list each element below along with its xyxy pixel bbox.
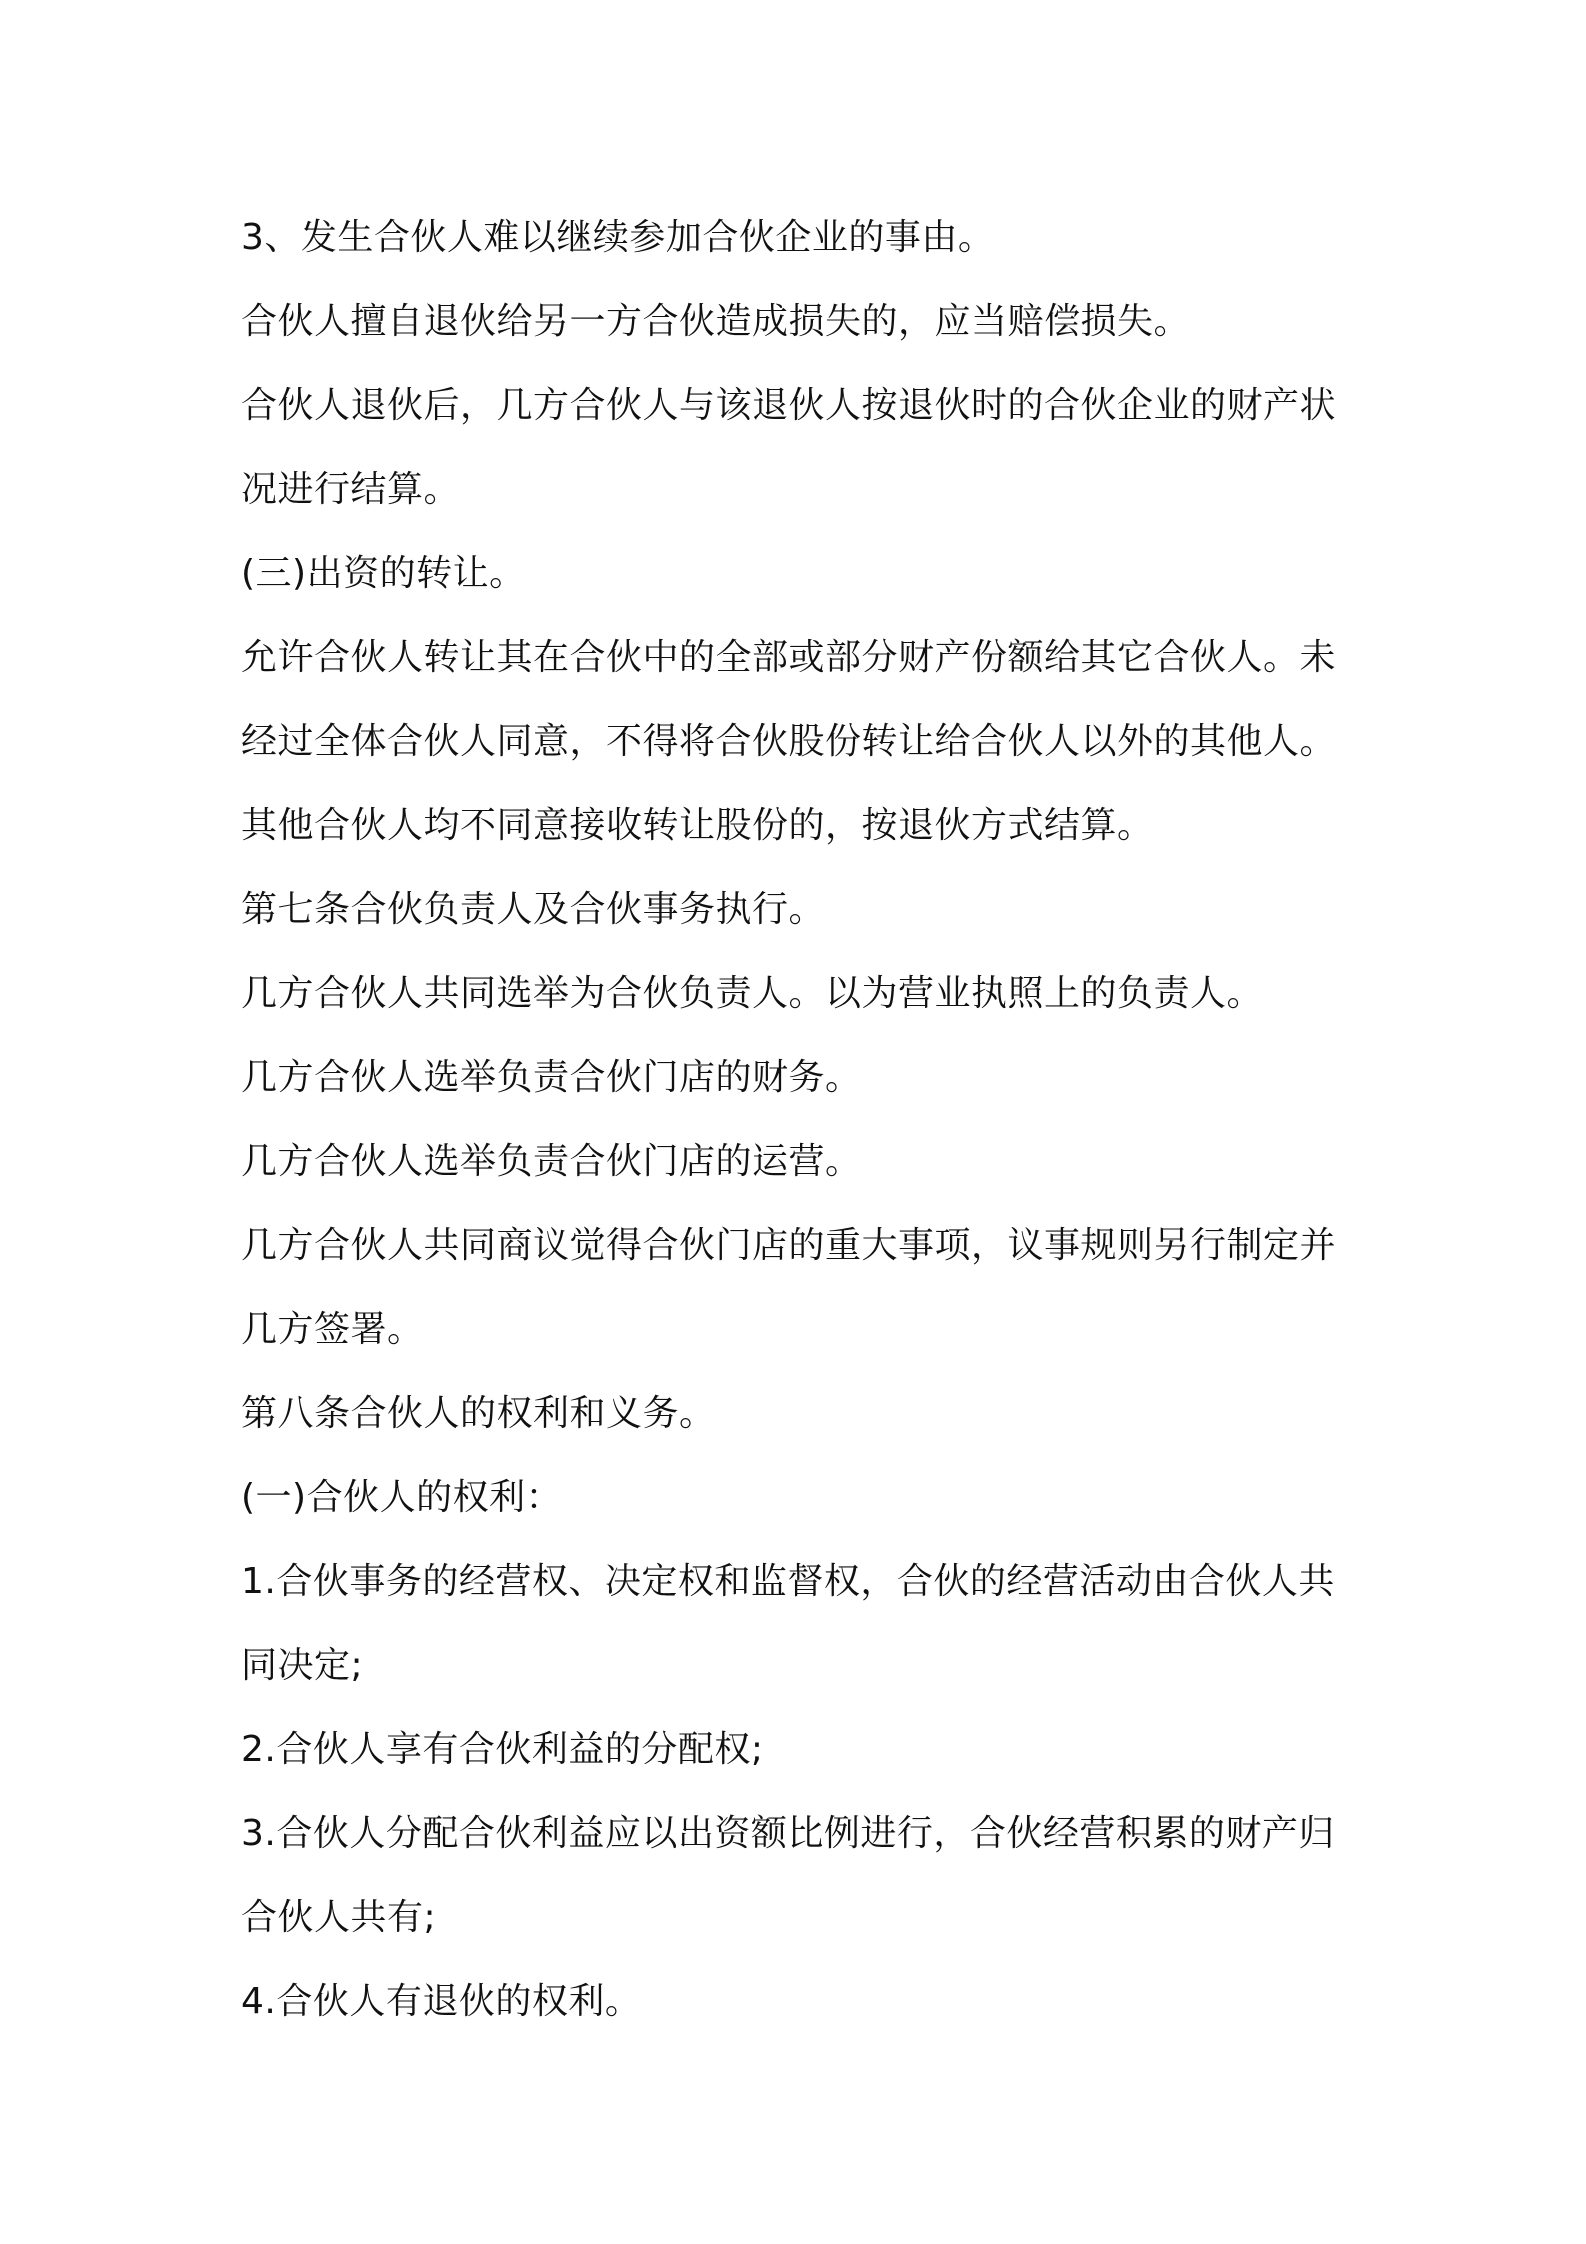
paragraph-9: 几方合伙人选举负责合伙门店的财务。 [241,1057,862,1098]
paragraph-2: 合伙人擅自退伙给另一方合伙造成损失的，应当赔偿损失。 [241,301,1191,342]
paragraph-13: (一)合伙人的权利： [241,1477,563,1518]
paragraph-16: 3.合伙人分配合伙利益应以出资额比例进行，合伙经营积累的财产归合伙人共有; [241,1813,1335,1938]
paragraph-4: (三)出资的转让。 [241,553,526,594]
paragraph-6: 其他合伙人均不同意接收转让股份的，按退伙方式结算。 [241,805,1154,846]
paragraph-5: 允许合伙人转让其在合伙中的全部或部分财产份额给其它合伙人。未经过全体合伙人同意，不得将合伙股份转让给合伙人以外的其他人。 [241,637,1337,762]
paragraph-12: 第八条合伙人的权利和义务。 [241,1393,716,1434]
document-body [241,196,1361,2044]
paragraph-7: 第七条合伙负责人及合伙事务执行。 [241,889,826,930]
paragraph-15: 2.合伙人享有合伙利益的分配权; [241,1729,764,1770]
paragraph-3: 合伙人退伙后，几方合伙人与该退伙人按退伙时的合伙企业的财产状况进行结算。 [241,385,1337,510]
paragraph-10: 几方合伙人选举负责合伙门店的运营。 [241,1141,862,1182]
paragraph-8: 几方合伙人共同选举为合伙负责人。以为营业执照上的负责人。 [241,973,1264,1014]
paragraph-11: 几方合伙人共同商议觉得合伙门店的重大事项，议事规则另行制定并几方签署。 [241,1225,1337,1350]
paragraph-17: 4.合伙人有退伙的权利。 [241,1981,642,2022]
paragraph-1: 3、发生合伙人难以继续参加合伙企业的事由。 [241,217,995,258]
paragraph-14: 1.合伙事务的经营权、决定权和监督权，合伙的经营活动由合伙人共同决定; [241,1561,1335,1686]
